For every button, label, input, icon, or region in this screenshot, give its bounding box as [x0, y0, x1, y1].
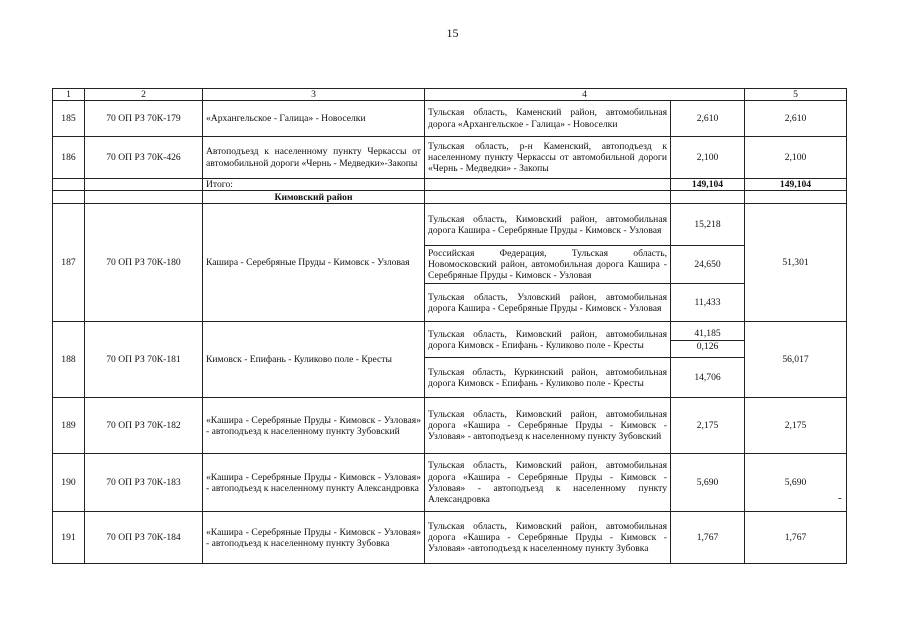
segment-location: Тульская область, Кимовский район, автомобильная дорога Кимовск - Епифань - Куликово поле - Кресты — [425, 322, 671, 358]
road-total: 2,175 — [745, 398, 847, 454]
road-total: 1,767 — [745, 512, 847, 564]
road-total: 2,610 — [745, 101, 847, 137]
road-location: Тульская область, Кимовский район, автомобильная дорога «Кашира - Серебряные Пруды - Кимовск - Узловая» - автоподъезд к населенному пункту Зубовский — [425, 398, 671, 454]
table-row — [53, 454, 847, 512]
row-number: 187 — [53, 204, 85, 322]
segment-location: Тульская область, Кимовский район, автомобильная дорога Кашира - Серебряные Пруды - Кимовск - Узловая — [425, 204, 671, 246]
road-name: «Кашира - Серебряные Пруды - Кимовск - Узловая» - автоподъезд к населенному пункту Зубовский — [203, 398, 425, 454]
road-code: 70 ОП РЗ 70К-426 — [85, 137, 203, 179]
segment-length: 15,218 — [671, 204, 745, 246]
road-length: 1,767 — [671, 512, 745, 564]
segment-length: 11,433 — [671, 284, 745, 322]
segment-length: 0,126 — [696, 340, 719, 352]
row-number: 190 — [53, 454, 85, 512]
road-name: Автоподъезд к населенному пункту Черкассы от автомобильной дороги «Чернь - Медведки»-Закопы — [203, 137, 425, 179]
district-row — [53, 191, 847, 204]
table-row — [53, 204, 847, 246]
header-col-1: 1 — [53, 89, 85, 101]
table-row — [53, 137, 847, 179]
road-code: 70 ОП РЗ 70К-179 — [85, 101, 203, 137]
header-col-5: 5 — [745, 89, 847, 101]
road-name: «Архангельское - Галица» - Новоселки — [203, 101, 425, 137]
road-code: 70 ОП РЗ 70К-183 — [85, 454, 203, 512]
road-name: Кимовск - Епифань - Куликово поле - Кресты — [203, 322, 425, 398]
segment-location: Тульская область, Куркинский район, автомобильная дорога Кимовск - Епифань - Куликово поле - Кресты — [425, 358, 671, 398]
road-name: «Кашира - Серебряные Пруды - Кимовск - Узловая» - автоподъезд к населенному пункту Александровка — [203, 454, 425, 512]
header-col-4: 4 — [425, 89, 745, 101]
segment-length: 14,706 — [671, 358, 745, 398]
road-length: 2,175 — [671, 398, 745, 454]
row-number: 188 — [53, 322, 85, 398]
road-location: Тульская область, Кимовский район, автомобильная дорога «Кашира - Серебряные Пруды - Кимовск - Узловая» - автоподъезд к населенному пункту Александровка — [425, 454, 671, 512]
road-location: Тульская область, Кимовский район, автомобильная дорога «Кашира - Серебряные Пруды - Кимовск - Узловая» -автоподъезд к населенному пункту Зубовка — [425, 512, 671, 564]
table-row — [53, 101, 847, 137]
subtotal-length: 149,104 — [671, 179, 745, 191]
road-code: 70 ОП РЗ 70К-182 — [85, 398, 203, 454]
district-title: Кимовский район — [203, 191, 425, 204]
header-col-2: 2 — [85, 89, 203, 101]
road-total: 51,301 — [745, 204, 847, 322]
road-code: 70 ОП РЗ 70К-180 — [85, 204, 203, 322]
page-number: 15 — [446, 26, 459, 40]
table-row — [53, 322, 847, 358]
road-length: 2,100 — [671, 137, 745, 179]
margin-dash-mark: - — [838, 492, 842, 504]
road-length: 2,610 — [671, 101, 745, 137]
roads-table — [52, 88, 847, 564]
segment-location: Российская Федерация, Тульская область, Новомосковский район, автомобильная дорога Кашира - Серебряные Пруды - Кимовск - Узловая — [425, 246, 671, 284]
road-name: «Кашира - Серебряные Пруды - Кимовск - Узловая» - автоподъезд к населенному пункту Зубовка — [203, 512, 425, 564]
table-row — [53, 512, 847, 564]
subtotal-label: Итого: — [203, 179, 425, 191]
table-header-row — [53, 89, 847, 101]
road-length: 5,690 — [671, 454, 745, 512]
road-location: Тульская область, р-н Каменский, автоподъезд к населенному пункту Черкассы от автомобильной дороги «Чернь - Медведки» - Закопы — [425, 137, 671, 179]
header-col-3: 3 — [203, 89, 425, 101]
road-code: 70 ОП РЗ 70К-181 — [85, 322, 203, 398]
row-number: 185 — [53, 101, 85, 137]
subtotal-row — [53, 179, 847, 191]
road-location: Тульская область, Каменский район, автомобильная дорога «Архангельское - Галица» - Новоселки — [425, 101, 671, 137]
road-total: 56,017 — [745, 322, 847, 398]
row-number: 186 — [53, 137, 85, 179]
table-row — [53, 398, 847, 454]
road-code: 70 ОП РЗ 70К-184 — [85, 512, 203, 564]
subtotal-total: 149,104 — [745, 179, 847, 191]
road-name: Кашира - Серебряные Пруды - Кимовск - Узловая — [203, 204, 425, 322]
road-total: 5,690 — [745, 454, 847, 512]
row-number: 191 — [53, 512, 85, 564]
row-number: 189 — [53, 398, 85, 454]
segment-length: 24,650 — [671, 246, 745, 284]
road-total: 2,100 — [745, 137, 847, 179]
segment-length: 41,185 — [671, 328, 744, 341]
segment-length-split — [671, 322, 745, 358]
segment-location: Тульская область, Узловский район, автомобильная дорога Кашира - Серебряные Пруды - Кимовск - Узловая — [425, 284, 671, 322]
